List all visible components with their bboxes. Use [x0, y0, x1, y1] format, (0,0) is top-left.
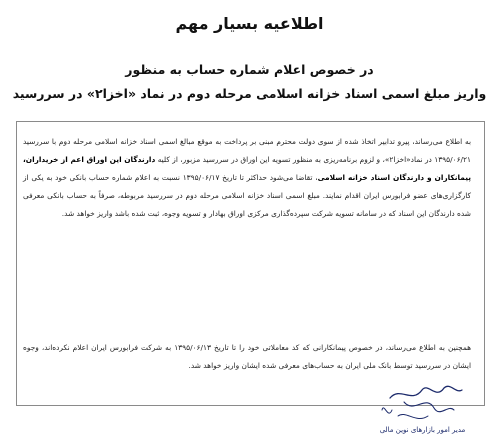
notice-title: اطلاعیه بسیار مهم [175, 14, 324, 33]
signatory-title: مدیر امور بازارهای نوین مالی [379, 426, 466, 434]
notice-subtitle-line1: در خصوص اعلام شماره حساب به منظور [125, 62, 374, 77]
paragraph-1-bold-holders: دارندگان این اوراق اعم از خریداران، پیمانکاران و دارندگان اسناد خزانه اسلامی [23, 155, 471, 182]
notice-subtitle-line2: واریز مبلغ اسمی اسناد خزانه اسلامی مرحله دوم در نماد «اخزا۲» در سررسید [12, 86, 487, 101]
paragraph-1-end: ، تقاضا می‌شود حداکثر تا تاریخ ۱۳۹۵/۰۶/۱۷ نسبت به اعلام شماره حساب بانکی خود به یکی از کارگزاری‌های عضو فرابورس ایران اقدام نمایند. مبلغ اسمی اسناد خزانه اسلامی مرحله دوم در سررسید مربوطه، صرفاً به حساب بانکی معرفی شده دارندگان این اسناد که در سامانه تسویه شرکت سپرده‌گذاری مرکزی اوراق بهادار و تسویه وجوه، ثبت شده باشد واریز خواهد شد. [23, 173, 471, 218]
paragraph-1-start: به اطلاع می‌رساند، پیرو تدابیر اتخاذ شده از سوی دولت محترم مبنی بر پرداخت به موقع مبالغ اسمی اسناد خزانه اسلامی مرحله دوم با سررسید ۱۳۹۵/۰۶/۲۱ در نماد«اخزا۲»، و لزوم برنامه‌ریزی به منظور تسویه این اوراق در سررسید مزبور، از کلیه [23, 137, 471, 164]
body-paragraph-2: همچنین به اطلاع می‌رساند، در خصوص پیمانکارانی که کد معاملاتی خود را تا تاریخ ۱۳۹۵/۰۶/۱۳ به شرکت فرابورس ایران اعلام نکرده‌اند، وجوه ایشان در سررسید توسط بانک ملی ایران به حساب‌های معرفی شده ایشان واریز خواهد شد. [23, 343, 471, 370]
body-paragraph-1 [23, 133, 471, 223]
